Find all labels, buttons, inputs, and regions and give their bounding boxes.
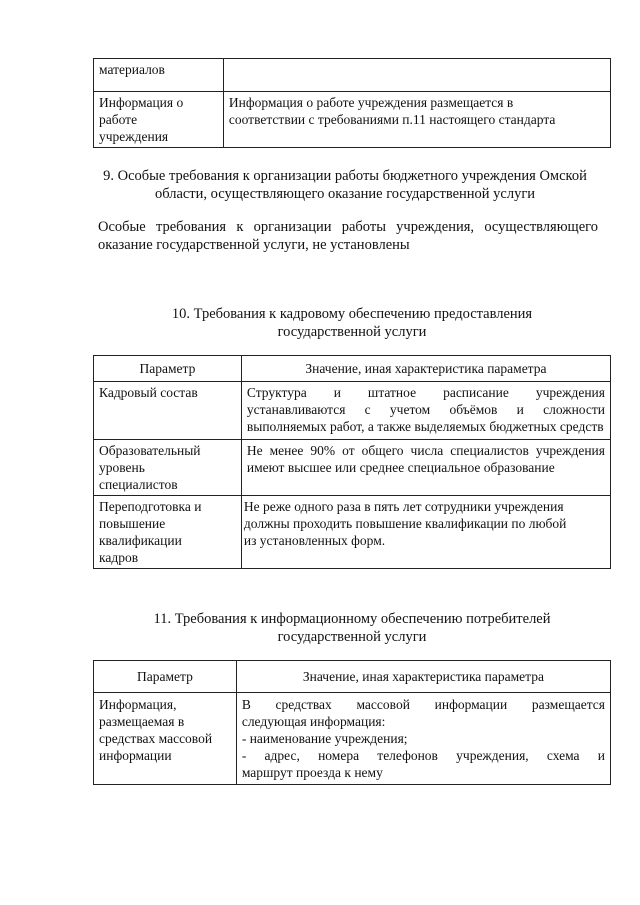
heading-line: государственной услуги: [277, 324, 427, 340]
value-cell: Не менее 90% от общего числа специалистов учреждения имеют высшее или среднее специальное образование: [241, 440, 610, 496]
table-row: [94, 496, 611, 569]
column-header-value: Значение, иная характеристика параметра: [241, 356, 610, 382]
value-line: - наименование учреждения;: [241, 731, 408, 746]
heading-line: 9. Особые требования к организации работы бюджетного учреждения Омской: [103, 168, 587, 184]
section-9-heading: [80, 167, 610, 203]
heading-line: 11. Требования к информационному обеспечению потребителей: [153, 611, 551, 627]
heading-line: государственной услуги: [277, 629, 427, 645]
table-row: [94, 693, 611, 785]
param-cell: [94, 693, 237, 785]
section-10-heading: [93, 305, 611, 341]
param-line: кадров: [99, 550, 139, 565]
value-line: маршрут проезда к нему: [241, 765, 383, 780]
heading-line: 10. Требования к кадровому обеспечению предоставления: [171, 306, 533, 322]
value-cell: Структура и штатное расписание учреждения устанавливаются с учетом объёмов и сложности выполняемых работ, а также выделяемых бюджетных средств: [241, 382, 610, 440]
table-row: [94, 382, 611, 440]
param-line: повышение: [99, 516, 166, 531]
table-row: [94, 92, 611, 148]
para-line: Особые требования к организации работы учреждения, осуществляющего: [98, 219, 598, 235]
param-line: учреждения: [99, 129, 169, 144]
param-cell: [94, 496, 242, 569]
heading-line: области, осуществляющего оказание государственной услуги: [154, 186, 536, 202]
column-header-value: Значение, иная характеристика параметра: [236, 661, 610, 693]
value-line: соответствии с требованиями п.11 настоящего стандарта: [228, 112, 556, 127]
param-cell: [94, 382, 242, 440]
value-line: Не реже одного раза в пять лет сотрудники учреждения: [243, 499, 564, 514]
param-line: размещаемая в: [99, 714, 185, 729]
value-cell: [223, 92, 610, 148]
param-line: Образовательный: [99, 443, 201, 458]
para-line: оказание государственной услуги, не установлены: [98, 237, 410, 253]
param-line: Информация о: [99, 95, 184, 110]
param-line: работе: [99, 112, 138, 127]
value-line: должны проходить повышение квалификации по любой: [243, 516, 567, 531]
param-line: Переподготовка и: [99, 499, 202, 514]
table-header-row: [94, 356, 611, 382]
table-row: [94, 59, 611, 92]
param-line: средствах массовой: [99, 731, 213, 746]
value-line: В средствах массовой информации размещается: [241, 697, 605, 712]
param-cell: [94, 92, 224, 148]
param-line: Информация,: [99, 697, 177, 712]
value-cell: [236, 693, 610, 785]
table-row: [94, 440, 611, 496]
param-cell: материалов: [94, 59, 224, 92]
value-line: - адрес, номера телефонов учреждения, схема и: [241, 748, 605, 763]
section-11-heading: [93, 610, 611, 646]
param-line: специалистов: [99, 477, 178, 492]
column-header-param: Параметр: [94, 356, 242, 382]
param-line: Кадровый состав: [99, 385, 198, 400]
value-line: Информация о работе учреждения размещается в: [228, 95, 514, 110]
value-line: следующая информация:: [241, 714, 386, 729]
value-cell: [241, 496, 610, 569]
param-line: квалификации: [99, 533, 182, 548]
section-9-paragraph: [98, 218, 598, 254]
column-header-param: Параметр: [94, 661, 237, 693]
table-information: [93, 660, 611, 785]
param-cell: [94, 440, 242, 496]
param-line: уровень: [99, 460, 145, 475]
value-cell: [223, 59, 610, 92]
value-line: из установленных форм.: [243, 533, 386, 548]
table-staffing: [93, 355, 611, 569]
table-header-row: [94, 661, 611, 693]
param-line: информации: [99, 748, 172, 763]
table-top: [93, 58, 611, 148]
